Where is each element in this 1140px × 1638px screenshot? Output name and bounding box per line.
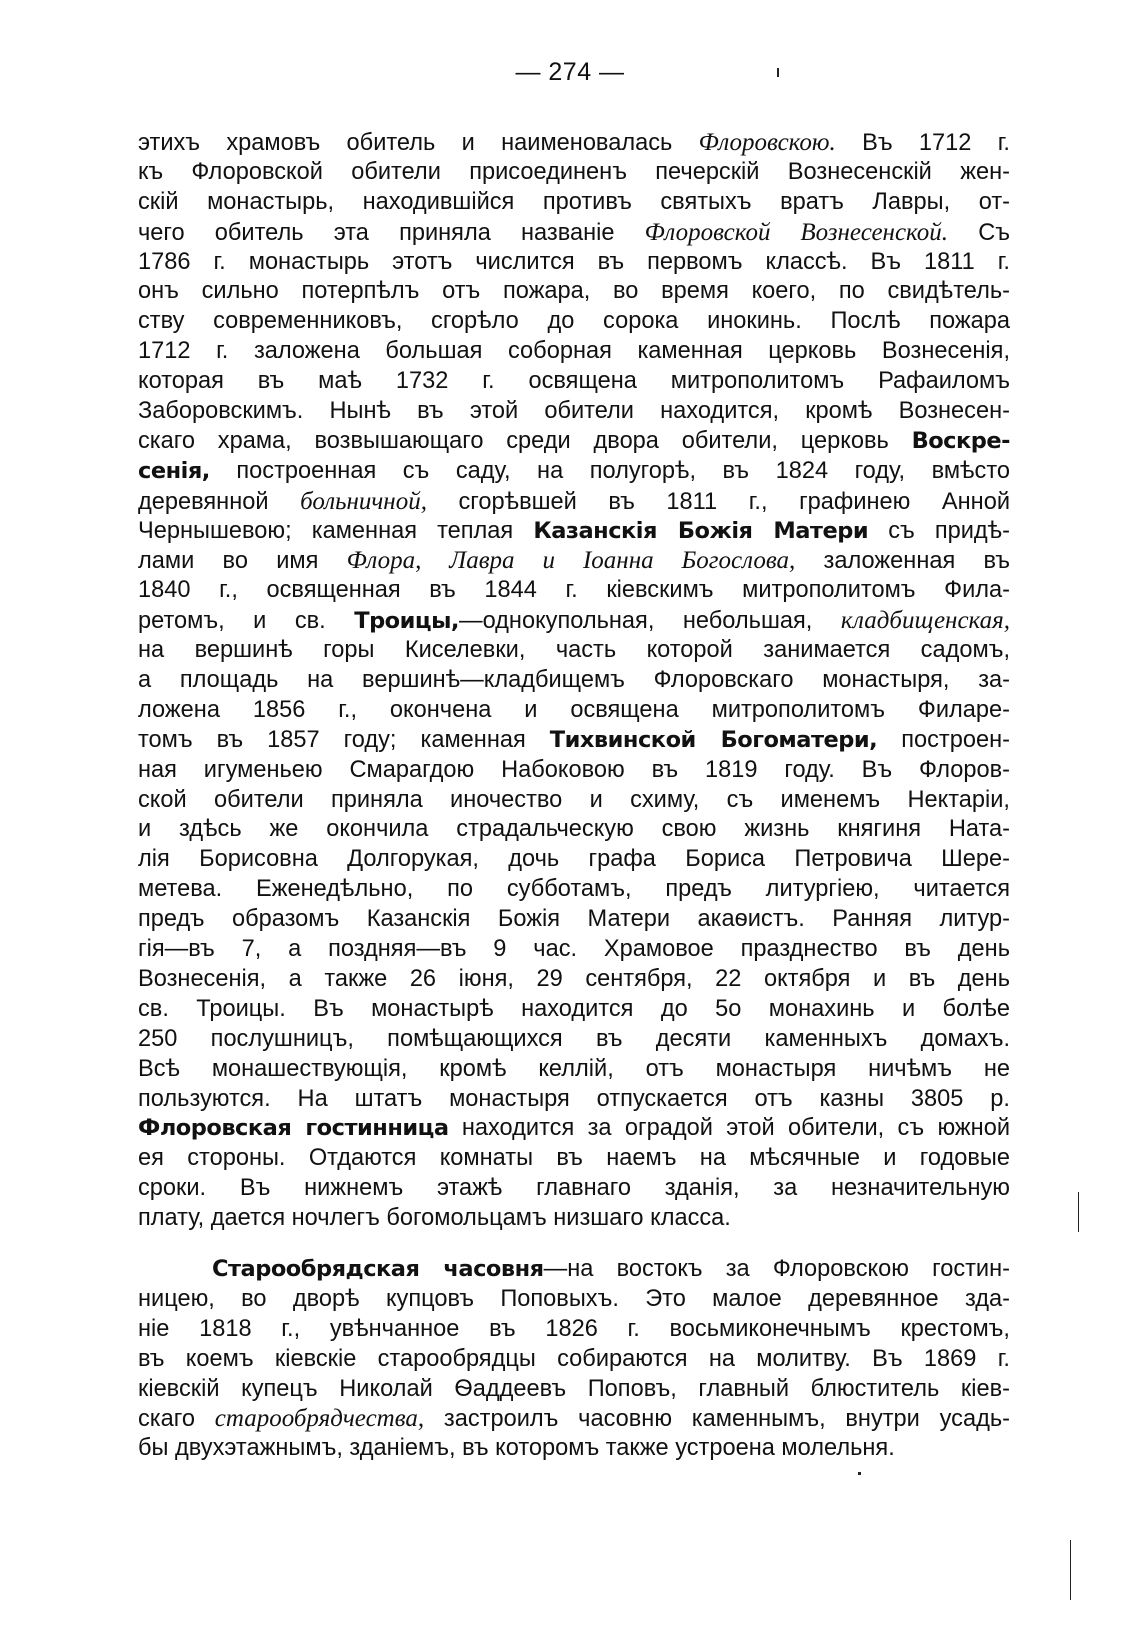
text-line xyxy=(138,397,1010,427)
text-segment: этихъ храмовъ обитель и наименовалась xyxy=(138,130,699,156)
text-segment: 250 послушницъ, помѣщающихся въ десяти каменныхъ домахъ. xyxy=(138,1025,1010,1052)
text-line xyxy=(138,487,1010,517)
text-line xyxy=(138,277,1010,307)
text-line xyxy=(138,935,1010,965)
scan-speck xyxy=(1070,1540,1071,1600)
text-segment: построен- xyxy=(877,726,1010,753)
text-line xyxy=(138,845,1010,875)
bold-name: Флоровская гостинница xyxy=(138,1115,449,1142)
text-segment: а площадь на вершинѣ—кладбищемъ Флоровскаго монастыря, за- xyxy=(138,667,1010,694)
text-segment: сроки. Въ нижнемъ этажѣ главнаго зданiя, за незначительную xyxy=(138,1175,1010,1202)
italic-term: кладбищенская, xyxy=(840,607,1010,635)
text-line xyxy=(138,427,1010,457)
text-line xyxy=(138,337,1010,367)
text-segment: Всѣ монашествующiя, кромѣ келлiй, отъ монастыря ничѣмъ не xyxy=(138,1055,1010,1082)
text-line xyxy=(138,517,1010,547)
text-segment: св. Троицы. Въ монастырѣ находится до 5о монахинь и болѣе xyxy=(138,995,1010,1022)
bold-name: Троицы, xyxy=(354,608,459,635)
text-segment: которая въ маѣ 1732 г. освящена митрополитомъ Рафаиломъ xyxy=(138,368,1010,395)
text-line xyxy=(138,128,1010,158)
text-line xyxy=(138,965,1010,995)
text-line xyxy=(138,1025,1010,1055)
italic-term: старообрядчества, xyxy=(214,1405,425,1433)
text-segment: деревянной xyxy=(138,488,301,515)
text-segment: бы двухэтажнымъ, зданiемъ, въ которомъ также устроена молельня. xyxy=(138,1435,895,1462)
text-line xyxy=(138,1404,1010,1434)
text-line xyxy=(138,666,1010,696)
text-line xyxy=(138,875,1010,905)
text-segment: съ придѣ- xyxy=(868,517,1011,544)
text-segment: ницею, во дворѣ купцовъ Поповыхъ. Это малое деревянное зда- xyxy=(138,1285,1010,1312)
bold-name: Воскре- xyxy=(911,427,1010,454)
text-line xyxy=(138,1434,1010,1464)
bold-name: Тихвинской Богоматери, xyxy=(549,726,878,753)
text-segment: сгорѣвшей въ 1811 г., графинею Анной xyxy=(426,488,1010,515)
text-line xyxy=(138,606,1010,636)
text-line xyxy=(138,1174,1010,1204)
italic-term: Флора, Лавра и Iоанна Богослова, xyxy=(346,547,796,575)
text-segment: ретомъ, и св. xyxy=(138,608,355,635)
text-segment: предъ образомъ Казанскiя Божiя Матери акаѳистъ. Ранняя литур- xyxy=(138,906,1010,933)
text-line xyxy=(138,905,1010,935)
text-segment: гiя—въ 7, а поздняя—въ 9 час. Храмовое празднество въ день xyxy=(138,936,1010,963)
text-line xyxy=(138,576,1010,606)
text-segment: въ коемъ кiевскiе старообрядцы собираются на молитву. Въ 1869 г. xyxy=(138,1345,1010,1372)
bold-name: Казанскiя Божiя Матери xyxy=(533,517,869,544)
text-segment: скаго xyxy=(138,1406,215,1433)
text-segment: лами во имя xyxy=(138,548,347,575)
text-line xyxy=(138,815,1010,845)
text-segment: —однокупольная, небольшая, xyxy=(458,608,841,635)
text-line xyxy=(138,1255,1010,1285)
page-number: — 274 — xyxy=(515,58,625,86)
text-segment: скаго храма, возвышающаго среди двора обители, церковь xyxy=(138,427,912,454)
text-segment: онъ сильно потерпѣлъ отъ пожара, во время коего, по свидѣтель- xyxy=(138,278,1010,305)
text-line xyxy=(138,367,1010,397)
text-line xyxy=(138,158,1010,188)
text-line xyxy=(138,1285,1010,1315)
text-line xyxy=(138,1345,1010,1375)
scan-speck xyxy=(1078,1192,1079,1232)
text-line xyxy=(138,1055,1010,1085)
text-segment: 1786 г. монастырь этотъ числится въ первомъ классѣ. Въ 1811 г. xyxy=(138,248,1010,275)
text-line xyxy=(138,786,1010,816)
text-line xyxy=(138,995,1010,1025)
text-segment: кiевскiй купецъ Николай Ѳаддеевъ Поповъ, главный блюститель кiев- xyxy=(138,1375,1010,1402)
text-line xyxy=(138,1144,1010,1174)
text-segment: ная игуменьею Смарагдою Набоковою въ 1819 году. Въ Флоров- xyxy=(138,756,1010,783)
text-line xyxy=(138,218,1010,248)
text-line xyxy=(138,1085,1010,1115)
text-segment: и здѣсь же окончила страдальческую свою жизнь княгиня Ната- xyxy=(138,816,1010,843)
text-segment: чего обитель эта приняла названiе xyxy=(138,219,645,246)
text-segment: пользуются. На штатъ монастыря отпускается отъ казны 3805 р. xyxy=(138,1085,1010,1112)
text-line xyxy=(138,248,1010,278)
text-segment: застроилъ часовню каменнымъ, внутри усадь- xyxy=(424,1406,1010,1433)
text-line xyxy=(138,726,1010,756)
text-segment: находится за оградой этой обители, съ южной xyxy=(448,1115,1011,1142)
text-segment: Съ xyxy=(948,219,1011,246)
text-line xyxy=(138,1375,1010,1405)
italic-term: больничной, xyxy=(300,487,427,515)
text-segment: ской обители приняла иночество и схиму, съ именемъ Нектарiи, xyxy=(138,786,1010,813)
text-segment: скiй монастырь, находившiйся противъ святыхъ вратъ Лавры, от- xyxy=(138,188,1010,215)
text-segment: построенная съ саду, на полугорѣ, въ 1824 году, вмѣсто xyxy=(209,457,1010,484)
text-segment: метева. Еженедѣльно, по субботамъ, предъ литургiею, читается xyxy=(138,876,1010,903)
text-segment: —на востокъ за Флоровскою гостин- xyxy=(543,1256,1010,1282)
text-segment: заложенная въ xyxy=(795,548,1010,575)
text-line xyxy=(138,307,1010,337)
text-line xyxy=(138,696,1010,726)
text-line xyxy=(138,636,1010,666)
text-segment: Заборовскимъ. Нынѣ въ этой обители находится, кромѣ Вознесен- xyxy=(138,398,1010,425)
text-segment: Вознесенiя, а также 26 iюня, 29 сентября, 22 октября и въ день xyxy=(138,965,1010,992)
text-line xyxy=(138,1204,1010,1234)
text-segment: Чернышевою; каменная теплая xyxy=(138,517,534,544)
text-segment: 1712 г. заложена большая соборная каменная церковь Вознесенiя, xyxy=(138,338,1010,365)
italic-term: Флоровской Вознесенской. xyxy=(644,218,949,246)
italic-term: Флоровскою. xyxy=(698,129,836,156)
text-segment: 1840 г., освященная въ 1844 г. кiевскимъ митрополитомъ Фила- xyxy=(138,577,1010,604)
text-line xyxy=(138,546,1010,576)
bold-name: Старообрядская часовня xyxy=(212,1256,544,1282)
text-segment: къ Флоровской обители присоединенъ печерскiй Вознесенскiй жен- xyxy=(138,158,1010,185)
text-segment: лiя Борисовна Долгорукая, дочь графа Бориса Петровича Шере- xyxy=(138,846,1010,873)
text-segment: Въ 1712 г. xyxy=(835,130,1010,156)
text-segment: ству современниковъ, сгорѣло до сорока инокинь. Послѣ пожара xyxy=(138,308,1010,335)
text-line xyxy=(138,756,1010,786)
text-segment: ея стороны. Отдаются комнаты въ наемъ на мѣсячные и годовые xyxy=(138,1145,1010,1172)
text-segment: ложена 1856 г., окончена и освящена митрополитомъ Филаре- xyxy=(138,696,1010,723)
paragraph-flor-monastery xyxy=(138,128,1010,1234)
text-line xyxy=(138,457,1010,487)
text-line xyxy=(138,188,1010,218)
text-segment: на вершинѣ горы Киселевки, часть которой занимается садомъ, xyxy=(138,637,1010,664)
text-segment: плату, дается ночлегъ богомольцамъ низшаго класса. xyxy=(138,1205,731,1232)
bold-name: сенiя, xyxy=(138,457,210,484)
text-line xyxy=(138,1315,1010,1345)
text-segment: нiе 1818 г., увѣнчанное въ 1826 г. восьмиконечнымъ крестомъ, xyxy=(138,1315,1010,1342)
text-segment: томъ въ 1857 году; каменная xyxy=(138,726,550,753)
text-line xyxy=(138,1114,1010,1144)
paragraph-old-believers-chapel xyxy=(138,1255,1010,1464)
scan-speck xyxy=(858,1472,861,1475)
scan-speck xyxy=(777,68,779,77)
